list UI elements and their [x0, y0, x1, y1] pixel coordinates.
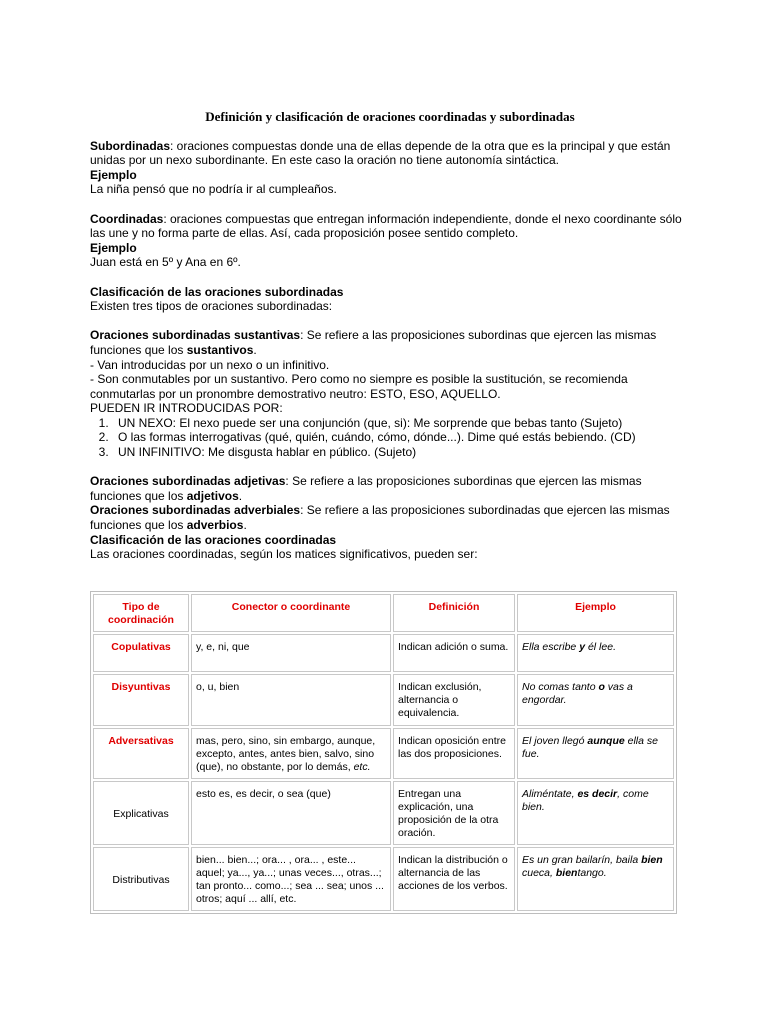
adverbiales-definition: Oraciones subordinadas adverbiales: Se refiere a las proposiciones subordinadas que ejercen las mismas funciones que los adverbios.	[90, 503, 670, 533]
coordinadas-definition: Coordinadas: oraciones compuestas que entregan información independiente, donde el nexo coordinante sólo las une y no forma parte de ellas. Así, cada proposición posee sentido completo.	[90, 211, 682, 241]
column-header: Definición	[393, 594, 515, 632]
cell-ejemplo: Ella escribe y él lee.	[517, 634, 674, 672]
cell-definicion: Indican oposición entre las dos proposiciones.	[393, 728, 515, 779]
table-row	[93, 634, 674, 672]
cell-ejemplo: Es un gran bailarín, baila bien cueca, bientango.	[517, 847, 674, 911]
coordinadas-example-label: Ejemplo	[90, 240, 137, 255]
cell-conector: y, e, ni, que	[191, 634, 391, 672]
subordinadas-example-label: Ejemplo	[90, 167, 137, 182]
sustantivas-definition: Oraciones subordinadas sustantivas: Se refiere a las proposiciones subordinas que ejercen las mismas funciones que los sustantivos.	[90, 328, 657, 357]
cell-conector: mas, pero, sino, sin embargo, aunque, excepto, antes, antes bien, salvo, sino (que), no obstante, por lo demás, etc.	[191, 728, 391, 779]
table-row	[93, 781, 674, 845]
cell-tipo: Distributivas	[93, 847, 189, 911]
subordinadas-term: Subordinadas	[90, 138, 171, 153]
table-row	[93, 728, 674, 779]
column-header: Ejemplo	[517, 594, 674, 632]
sustantivas-list	[90, 416, 690, 460]
column-header: Tipo de coordinación	[93, 594, 189, 632]
section-heading: Clasificación de las oraciones coordinadas	[90, 532, 337, 547]
adjetivas-definition: Oraciones subordinadas adjetivas: Se refiere a las proposiciones subordinas que ejercen las mismas funciones que los adjetivos.	[90, 474, 642, 503]
subordinadas-example: La niña pensó que no podría ir al cumpleaños.	[90, 182, 337, 197]
column-header: Conector o coordinante	[191, 594, 391, 632]
cell-tipo: Disyuntivas	[93, 674, 189, 726]
list-item: 3. UN INFINITIVO: Me disgusta hablar en público. (Sujeto)	[112, 445, 690, 460]
cell-tipo: Copulativas	[93, 634, 189, 672]
table-row	[93, 847, 674, 911]
cell-definicion: Indican adición o suma.	[393, 634, 515, 672]
subordinadas-definition: Subordinadas: oraciones compuestas donde una de ellas depende de la otra que es la principal y que están unidas por un nexo subordinante. En este caso la oración no tiene autonomía sintáctica.	[90, 138, 671, 168]
coordinadas-term: Coordinadas	[90, 211, 164, 226]
cell-tipo: Adversativas	[93, 728, 189, 779]
section-intro: Existen tres tipos de oraciones subordinadas:	[90, 299, 333, 314]
cell-definicion: Indican exclusión, alternancia o equivalencia.	[393, 674, 515, 726]
cell-definicion: Entregan una explicación, una proposición de la otra oración.	[393, 781, 515, 845]
cell-conector: esto es, es decir, o sea (que)	[191, 781, 391, 845]
list-item: 2. O las formas interrogativas (qué, quién, cuándo, cómo, dónde...). Dime qué estás bebiendo. (CD)	[112, 430, 690, 445]
cell-definicion: Indican la distribución o alternancia de las acciones de los verbos.	[393, 847, 515, 911]
cell-conector: o, u, bien	[191, 674, 391, 726]
coordination-table	[90, 591, 677, 914]
sustantivas-line: PUEDEN IR INTRODUCIDAS POR:	[90, 401, 283, 416]
section-heading: Clasificación de las oraciones subordinadas	[90, 284, 344, 299]
cell-ejemplo: El joven llegó aunque ella se fue.	[517, 728, 674, 779]
section-intro: Las oraciones coordinadas, según los matices significativos, pueden ser:	[90, 547, 478, 562]
page-title: Definición y clasificación de oraciones coordinadas y subordinadas	[205, 109, 575, 124]
sustantivas-line: - Van introducidas por un nexo o un infinitivo.	[90, 357, 330, 372]
table-row	[93, 674, 674, 726]
cell-tipo: Explicativas	[93, 781, 189, 845]
coordinadas-example: Juan está en 5º y Ana en 6º.	[90, 255, 241, 270]
cell-ejemplo: No comas tanto o vas a engordar.	[517, 674, 674, 726]
document-body	[90, 110, 690, 562]
list-item: 1. UN NEXO: El nexo puede ser una conjunción (que, si): Me sorprende que bebas tanto (Sujeto)	[112, 416, 690, 431]
table-header-row	[93, 594, 674, 632]
cell-conector: bien... bien...; ora... , ora... , este... aquel; ya..., ya...; unas veces..., otras...; tan pronto... como...; sea ... sea; unos ... otros; aquí ... allí, etc.	[191, 847, 391, 911]
cell-ejemplo: Aliméntate, es decir, come bien.	[517, 781, 674, 845]
sustantivas-line: - Son conmutables por un sustantivo. Pero como no siempre es posible la sustitución, se recomienda conmutarlas por un pronombre demostrativo neutro: ESTO, ESO, AQUELLO.	[90, 372, 628, 401]
